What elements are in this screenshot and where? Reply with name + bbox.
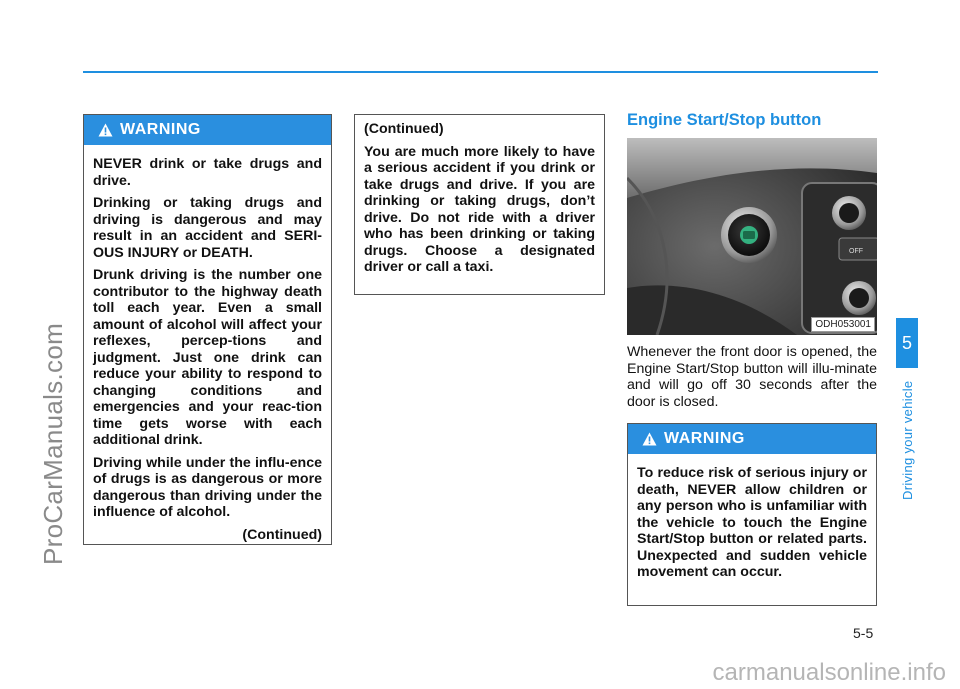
section-paragraph: Whenever the front door is opened, the Engine Start/Stop button will illu-minate and will go off 30 seconds after the door is closed.: [627, 344, 877, 410]
warning-triangle-icon: [642, 432, 657, 446]
continued-label: (Continued): [242, 526, 322, 543]
warning-triangle-icon: [98, 123, 113, 137]
chapter-tab: 5: [896, 318, 918, 368]
chapter-label: Driving your vehicle: [900, 380, 915, 500]
section-title: Engine Start/Stop button: [627, 111, 822, 129]
warning-paragraph: NEVER drink or take drugs and drive.: [93, 156, 322, 189]
header-rule: [83, 71, 878, 73]
continued-body: [355, 115, 604, 276]
page-number: 5-5: [853, 625, 874, 641]
warning-header: [628, 424, 876, 454]
warning-paragraph: Drinking or taking drugs and driving is dangerous and may result in an accident and SERI-OUS INJURY or DEATH.: [93, 195, 322, 261]
warning-box-alcohol: [83, 114, 332, 545]
dashboard-illustration: [627, 138, 877, 335]
image-code-label: ODH053001: [811, 317, 875, 332]
warning-header-label: WARNING: [664, 430, 745, 447]
engine-start-button-photo: [627, 138, 877, 335]
continued-paragraph: You are much more likely to have a serious accident if you drink or take drugs and drive. If you are drinking or taking drugs, don’t drive. Do not ride with a driver who has been drinking or taking drugs. Choose a designated driver or call a taxi.: [364, 143, 595, 275]
warning-header: [84, 115, 331, 145]
warning-paragraph: Driving while under the influ-ence of drugs is as dangerous or more dangerous than driving under the influence of alcohol.: [93, 454, 322, 520]
warning-body: [84, 145, 331, 543]
off-button-label: OFF: [849, 248, 863, 255]
bottom-watermark: carmanualsonline.info: [712, 659, 946, 686]
warning-header-label: WARNING: [120, 121, 201, 138]
warning-continued-box: [354, 114, 605, 295]
warning-box-children: [627, 423, 877, 606]
warning-body: [628, 454, 876, 581]
side-watermark: ProCarManuals.com: [38, 322, 68, 565]
warning-paragraph: To reduce risk of serious injury or death, NEVER allow children or any person who is unfamiliar with the vehicle to touch the Engine Start/Stop button or related parts. Unexpected and sudden vehicle movement can occur.: [637, 465, 867, 580]
warning-paragraph: Drunk driving is the number one contributor to the highway death toll each year. Even a small amount of alcohol will affect your reflexes, percep-tions and judgment. Just one drink can reduce your ability to respond to changing conditions and emergencies and your reac-tion time gets worse with each additional drink.: [93, 267, 322, 448]
continued-heading: (Continued): [364, 121, 444, 137]
